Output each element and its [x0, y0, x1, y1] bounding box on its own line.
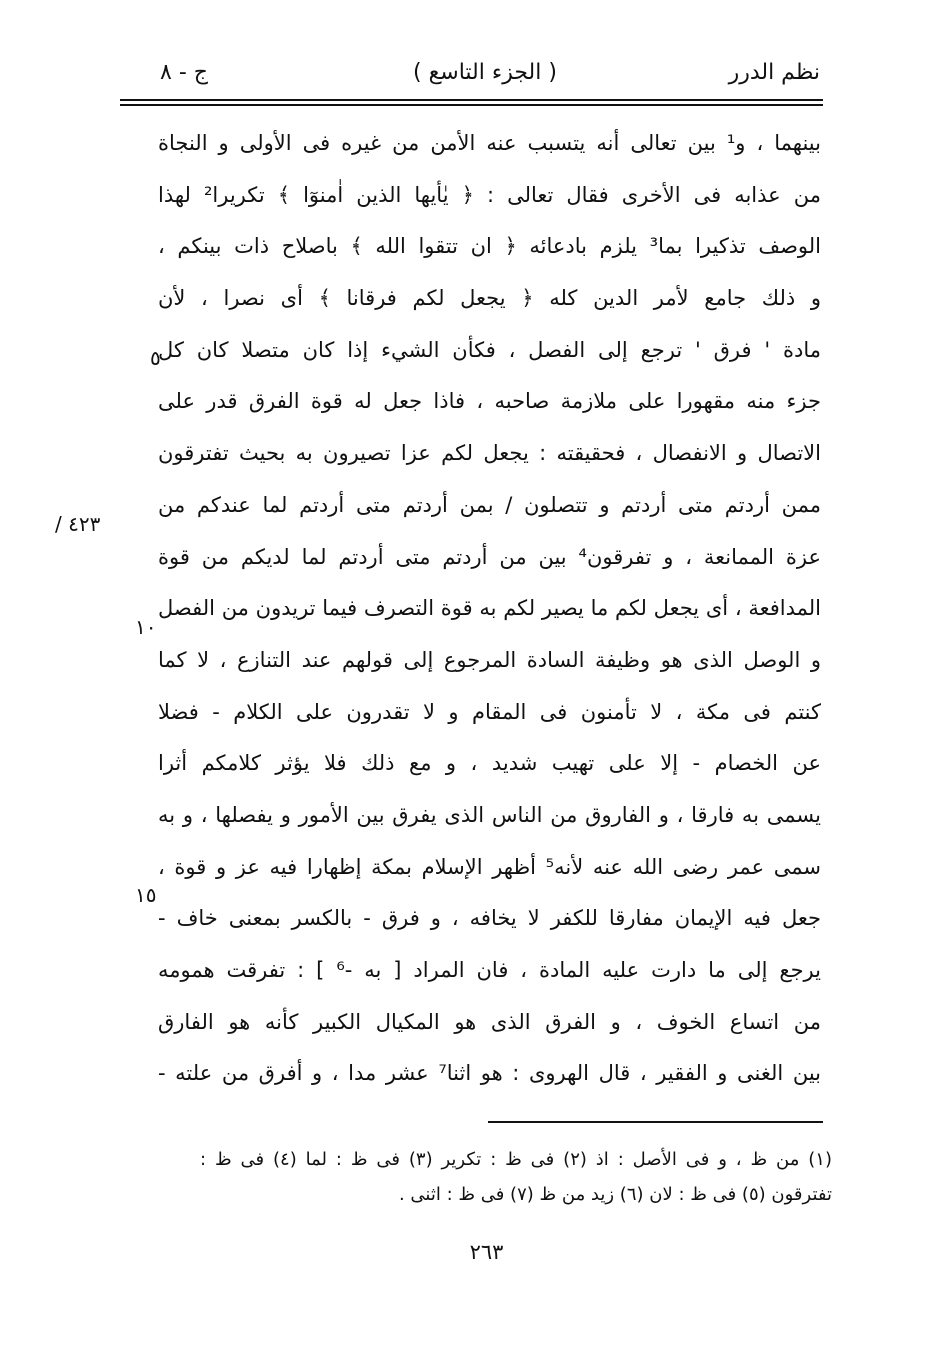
text-line: بين الغنى و الفقير ، قال الهروى : هو اثنا⁷ عشر مدا ، و أفرق من علته - — [158, 1061, 821, 1086]
page-number: ٢٦٣ — [469, 1240, 504, 1264]
text-line: جزء منه مقهورا على ملازمة صاحبه ، فاذا جعل له قوة الفرق قدر على — [158, 389, 821, 414]
text-line: و الوصل الذى هو وظيفة السادة المرجوع إلى قولهم عند التنازع ، لا كما — [158, 647, 821, 672]
footnote-rule — [488, 1121, 823, 1123]
text-line: المدافعة ، أى يجعل لكم ما يصير لكم به قوة التصرف فيما تريدون من الفصل — [158, 596, 821, 621]
text-line: عزة الممانعة ، و تفرقون⁴ بين من أردتم متى أردتم لما لديكم من قوة — [158, 544, 821, 569]
header-rule-top — [120, 99, 823, 101]
running-title: نظم الدرر — [728, 60, 820, 85]
text-line: الوصف تذكيرا بما³ يلزم بادعائه ﴿ ان تتقوا الله ﴾ باصلاح ذات بينكم ، — [158, 234, 821, 259]
text-line: مادة ' فرق ' ترجع إلى الفصل ، فكأن الشيء إذا كان متصلا كان كل — [158, 337, 821, 362]
header-rule-bottom — [120, 104, 823, 106]
text-line: و ذلك جامع لأمر الدين كله ﴿ يجعل لكم فرقانا ﴾ أى نصرا ، لأن — [158, 286, 821, 311]
footnote-line: (١) من ظ ، و فى الأصل : اذ (٢) فى ظ : تكرير (٣) فى ظ : لما (٤) فى ظ : — [200, 1149, 832, 1170]
text-line: جعل فيه الإيمان مفارقا للكفر لا يخافه ، و فرق - بالكسر بمعنى خاف - — [158, 906, 821, 931]
volume-reference: ج - ٨ — [160, 60, 208, 85]
line-number-5: ٥ — [150, 346, 161, 370]
footnotes — [200, 1142, 832, 1212]
text-line: من اتساع الخوف ، و الفرق الذى هو المكيال الكبير كأنه هو الفارق — [158, 1009, 821, 1034]
text-line: كنتم فى مكة ، لا تأمنون فى المقام و لا تقدرون على الكلام - فضلا — [158, 699, 821, 724]
line-number-10: ١٠ — [135, 615, 157, 639]
text-line: ممن أردتم متى أردتم و تتصلون / بمن أردتم متى أردتم لما عندكم من — [158, 492, 821, 517]
text-line: عن الخصام - إلا على تهيب شديد ، و مع ذلك فلا يؤثر كلامكم أثرا — [158, 751, 821, 776]
footnote-line: تفترقون (٥) فى ظ : لان (٦) زيد من ظ (٧) فى ظ : اثنى . — [398, 1184, 832, 1205]
text-line: يسمى به فارقا ، و الفاروق من الناس الذى يفرق بين الأمور و يفصلها ، و به — [158, 802, 821, 827]
line-number-15: ١٥ — [135, 883, 157, 907]
text-line: من عذابه فى الأخرى فقال تعالى : ﴿ يٰأيها الذين اٰمنوٓا ﴾ تكريرا² لهذا — [158, 182, 821, 207]
text-line: بينهما ، و¹ بين تعالى أنه يتسبب عنه الأمن من غيره فى الأولى و النجاة — [158, 131, 821, 155]
text-line: الاتصال و الانفصال ، فحقيقته : يجعل لكم عزا تصيرون به بحيث تفترقون — [158, 441, 821, 466]
body-text — [158, 118, 821, 1100]
text-line: سمى عمر رضى الله عنه لأنه⁵ أظهر الإسلام بمكة إظهارا فيه عز و قوة ، — [158, 854, 821, 879]
part-label: ( الجزء التاسع ) — [413, 60, 557, 85]
manuscript-folio-reference: ٤٢٣ / — [55, 512, 101, 536]
text-line: يرجع إلى ما دارت عليه المادة ، فان المراد [ به -⁶ ] : تفرقت همومه — [158, 958, 821, 982]
